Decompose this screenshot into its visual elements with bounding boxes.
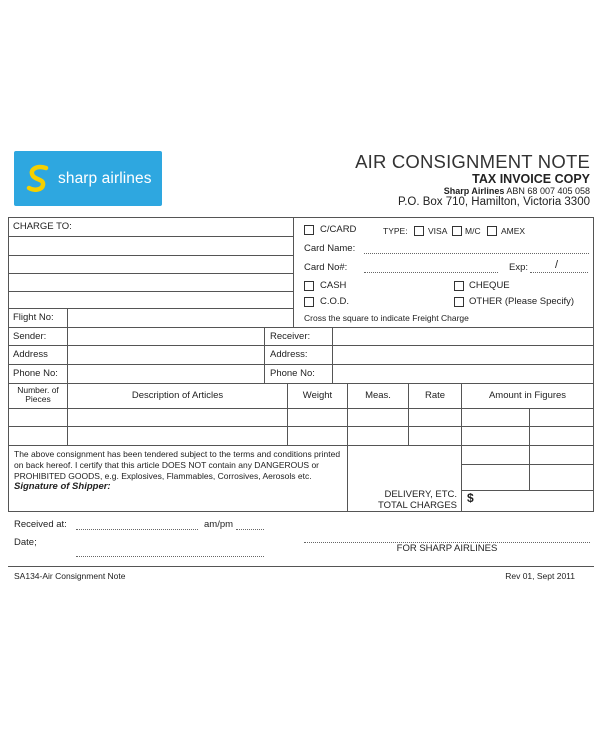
company-address: P.O. Box 710, Hamilton, Victoria 3300 (398, 196, 590, 208)
delivery-label: DELIVERY, ETC. (384, 489, 457, 500)
declaration-line-2: on back hereof. I certify that this article DOES NOT contain any DANGEROUS or (14, 460, 320, 470)
ccard-checkbox[interactable] (304, 225, 314, 235)
divider (67, 327, 68, 383)
col-header-weight: Weight (302, 390, 333, 401)
divider (461, 490, 594, 491)
ampm-label: am/pm (204, 519, 234, 530)
amex-checkbox[interactable] (487, 226, 497, 236)
cash-label: CASH (320, 280, 347, 291)
declaration-line-3: PROHIBITED GOODS, e.g. Explosives, Flammables, Corrosives, Aerosols etc. (14, 471, 312, 481)
receiver-label: Receiver: (270, 331, 311, 342)
divider (8, 308, 294, 309)
exp-slash: / (555, 259, 559, 271)
card-name-field[interactable] (364, 253, 589, 254)
visa-label: VISA (428, 226, 448, 236)
mc-checkbox[interactable] (452, 226, 462, 236)
col-header-pieces: Number. of Pieces (17, 385, 59, 404)
divider (8, 511, 594, 512)
visa-checkbox[interactable] (414, 226, 424, 236)
col-header-meas: Meas. (365, 390, 391, 401)
divider (347, 383, 348, 512)
card-name-label: Card Name: (304, 243, 356, 254)
divider (8, 364, 594, 365)
divider (264, 327, 265, 383)
divider (8, 408, 594, 409)
date-field[interactable] (76, 556, 264, 557)
col-header-rate: Rate (424, 390, 446, 401)
form-subtitle: TAX INVOICE COPY (472, 172, 590, 186)
cash-checkbox[interactable] (304, 281, 314, 291)
receiver-address-label: Address: (270, 349, 308, 360)
divider (8, 236, 294, 237)
dollar-sign: $ (467, 491, 474, 505)
total-charges-label: TOTAL CHARGES (377, 500, 457, 511)
brand-logo (14, 151, 162, 206)
date-label: Date; (14, 537, 37, 548)
other-label: OTHER (Please Specify) (469, 296, 575, 307)
cod-label: C.O.D. (320, 296, 350, 307)
cheque-label: CHEQUE (469, 280, 510, 291)
form-id: SA134-Air Consignment Note (14, 571, 126, 581)
abn-company: Sharp Airlines (443, 186, 505, 196)
abn-line (444, 186, 590, 196)
card-no-field[interactable] (364, 272, 498, 273)
brand-name: sharp airlines (58, 169, 152, 187)
divider (529, 408, 530, 490)
divider (332, 327, 333, 383)
ccard-label: C/CARD (320, 224, 357, 235)
divider (8, 273, 294, 274)
card-no-label: Card No#: (304, 262, 348, 273)
col-header-description: Description of Articles (131, 390, 224, 401)
abn-number: ABN 68 007 405 058 (506, 186, 590, 196)
divider (67, 308, 68, 327)
amex-label: AMEX (501, 226, 526, 236)
declaration-line-1: The above consignment has been tendered subject to the terms and conditions printed (14, 449, 341, 459)
sender-phone-label: Phone No: (13, 368, 58, 379)
other-checkbox[interactable] (454, 297, 464, 307)
divider (8, 445, 594, 446)
card-type-label: TYPE: (383, 226, 408, 236)
mc-label: M/C (465, 226, 481, 236)
flight-no-label: Flight No: (13, 312, 54, 323)
divider (8, 255, 294, 256)
divider (8, 345, 594, 346)
declaration-text (14, 449, 340, 482)
cheque-checkbox[interactable] (454, 281, 464, 291)
divider (293, 217, 294, 327)
cod-checkbox[interactable] (304, 297, 314, 307)
divider (8, 217, 594, 218)
swoosh-logo-icon (26, 164, 52, 194)
received-at-label: Received at: (14, 519, 67, 530)
revision: Rev 01, Sept 2011 (505, 571, 575, 581)
charge-to-label: CHARGE TO: (13, 221, 72, 232)
sender-address-label: Address (13, 349, 48, 360)
signature-label: Signature of Shipper: (14, 481, 111, 492)
freight-note: Cross the square to indicate Freight Charge (304, 313, 469, 323)
received-at-field[interactable] (76, 529, 198, 530)
divider (8, 327, 594, 328)
time-field[interactable] (236, 529, 264, 530)
divider (8, 426, 594, 427)
divider (8, 566, 594, 567)
divider (461, 464, 594, 465)
col-header-amount: Amount in Figures (488, 390, 567, 401)
exp-label: Exp: (509, 262, 529, 273)
for-sharp-label: FOR SHARP AIRLINES (396, 543, 498, 554)
divider (8, 383, 594, 384)
receiver-phone-label: Phone No: (270, 368, 315, 379)
exp-field[interactable] (530, 272, 588, 273)
sender-label: Sender: (13, 331, 47, 342)
divider (8, 291, 294, 292)
form-title: AIR CONSIGNMENT NOTE (355, 151, 590, 172)
divider (461, 383, 462, 512)
